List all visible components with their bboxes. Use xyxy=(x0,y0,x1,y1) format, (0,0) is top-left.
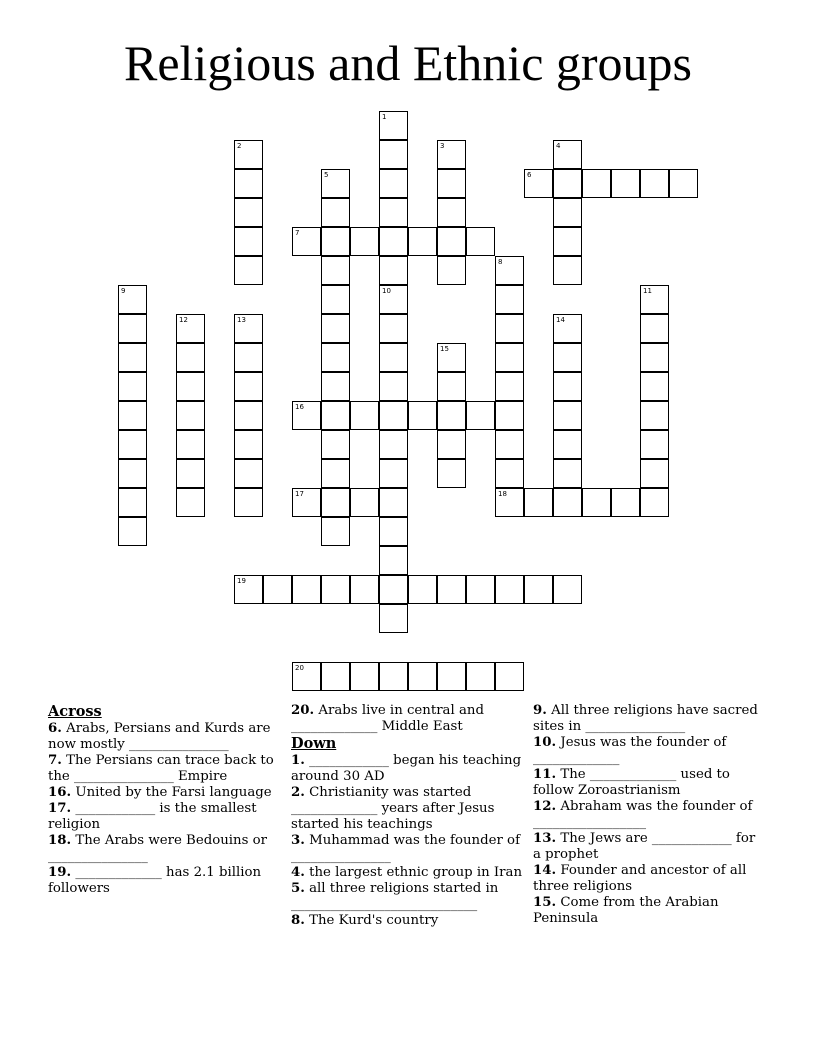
grid-cell[interactable] xyxy=(640,401,669,430)
grid-cell[interactable] xyxy=(176,401,205,430)
grid-cell[interactable] xyxy=(640,488,669,517)
grid-cell[interactable] xyxy=(321,285,350,314)
grid-cell[interactable] xyxy=(321,314,350,343)
clue-across-18: 18. The Arabs were Bedouins or _______________ xyxy=(48,833,268,864)
grid-cell[interactable] xyxy=(292,575,321,604)
grid-cell[interactable] xyxy=(437,662,466,691)
grid-cell[interactable] xyxy=(292,227,321,256)
grid-cell[interactable] xyxy=(553,256,582,285)
grid-cell[interactable] xyxy=(437,343,466,372)
clue-down-12: 12. Abraham was the founder of _________________ xyxy=(533,799,753,830)
grid-cell[interactable] xyxy=(437,227,466,256)
cell-number: 20 xyxy=(295,664,304,672)
grid-cell[interactable] xyxy=(321,401,350,430)
grid-cell[interactable] xyxy=(321,459,350,488)
grid-cell[interactable] xyxy=(408,401,437,430)
clues-column-3 xyxy=(533,703,765,927)
grid-cell[interactable] xyxy=(379,604,408,633)
grid-cell[interactable] xyxy=(524,575,553,604)
grid-cell[interactable] xyxy=(553,575,582,604)
clue-down-8: 8. The Kurd's country xyxy=(291,913,439,928)
grid-cell[interactable] xyxy=(379,401,408,430)
cell-number: 13 xyxy=(237,316,246,324)
grid-cell[interactable] xyxy=(176,488,205,517)
grid-cell[interactable] xyxy=(321,430,350,459)
grid-cell[interactable] xyxy=(640,169,669,198)
grid-cell[interactable] xyxy=(234,256,263,285)
cell-number: 8 xyxy=(498,258,503,266)
cell-number: 19 xyxy=(237,577,246,585)
clue-down-2: 2. Christianity was started _____________ years after Jesus started his teachings xyxy=(291,785,495,832)
grid-cell[interactable] xyxy=(234,488,263,517)
clue-down-3: 3. Muhammad was the founder of _______________ xyxy=(291,833,520,864)
cell-number: 2 xyxy=(237,142,242,150)
grid-cell[interactable] xyxy=(437,401,466,430)
grid-cell[interactable] xyxy=(640,343,669,372)
grid-cell[interactable] xyxy=(292,401,321,430)
grid-cell[interactable] xyxy=(495,372,524,401)
grid-cell[interactable] xyxy=(553,169,582,198)
grid-cell[interactable] xyxy=(466,401,495,430)
clue-across-16: 16. United by the Farsi language xyxy=(48,785,272,800)
grid-cell[interactable] xyxy=(321,343,350,372)
grid-cell[interactable] xyxy=(234,169,263,198)
grid-cell[interactable] xyxy=(292,488,321,517)
grid-cell[interactable] xyxy=(408,227,437,256)
grid-cell[interactable] xyxy=(611,169,640,198)
cell-number: 10 xyxy=(382,287,391,295)
grid-cell[interactable] xyxy=(321,372,350,401)
grid-cell[interactable] xyxy=(669,169,698,198)
grid-cell[interactable] xyxy=(495,459,524,488)
clue-down-4: 4. the largest ethnic group in Iran xyxy=(291,865,523,880)
grid-cell[interactable] xyxy=(379,256,408,285)
grid-cell[interactable] xyxy=(379,430,408,459)
cell-number: 6 xyxy=(527,171,532,179)
grid-cell[interactable] xyxy=(640,430,669,459)
grid-cell[interactable] xyxy=(437,430,466,459)
grid-cell[interactable] xyxy=(118,459,147,488)
clues-column-1 xyxy=(48,703,283,897)
grid-cell[interactable] xyxy=(321,169,350,198)
grid-cell[interactable] xyxy=(437,372,466,401)
grid-cell[interactable] xyxy=(553,140,582,169)
grid-cell[interactable] xyxy=(321,256,350,285)
grid-cell[interactable] xyxy=(495,575,524,604)
grid-cell[interactable] xyxy=(350,575,379,604)
grid-cell[interactable] xyxy=(234,459,263,488)
grid-cell[interactable] xyxy=(379,314,408,343)
grid-cell[interactable] xyxy=(350,401,379,430)
grid-cell[interactable] xyxy=(553,488,582,517)
grid-cell[interactable] xyxy=(118,517,147,546)
grid-cell[interactable] xyxy=(553,227,582,256)
clue-across-19: 19. _____________ has 2.1 billion followers xyxy=(48,865,262,896)
grid-cell[interactable] xyxy=(350,662,379,691)
grid-cell[interactable] xyxy=(118,372,147,401)
clue-down-11: 11. The _____________ used to follow Zoroastrianism xyxy=(533,767,730,798)
grid-cell[interactable] xyxy=(379,575,408,604)
grid-cell[interactable] xyxy=(379,140,408,169)
cell-number: 9 xyxy=(121,287,126,295)
grid-cell[interactable] xyxy=(379,546,408,575)
grid-cell[interactable] xyxy=(524,488,553,517)
grid-cell[interactable] xyxy=(495,256,524,285)
clue-across-7: 7. The Persians can trace back to the _______________ Empire xyxy=(48,753,274,784)
cell-number: 1 xyxy=(382,113,387,121)
grid-cell[interactable] xyxy=(495,314,524,343)
grid-cell[interactable] xyxy=(379,169,408,198)
grid-cell[interactable] xyxy=(234,343,263,372)
grid-cell[interactable] xyxy=(321,198,350,227)
cell-number: 18 xyxy=(498,490,507,498)
grid-cell[interactable] xyxy=(379,662,408,691)
grid-cell[interactable] xyxy=(640,285,669,314)
grid-cell[interactable] xyxy=(408,575,437,604)
grid-cell[interactable] xyxy=(379,111,408,140)
grid-cell[interactable] xyxy=(176,343,205,372)
grid-cell[interactable] xyxy=(553,459,582,488)
grid-cell[interactable] xyxy=(176,314,205,343)
grid-cell[interactable] xyxy=(118,401,147,430)
grid-cell[interactable] xyxy=(379,459,408,488)
grid-cell[interactable] xyxy=(118,488,147,517)
grid-cell[interactable] xyxy=(118,343,147,372)
grid-cell[interactable] xyxy=(466,575,495,604)
down-heading: Down xyxy=(291,735,337,752)
cell-number: 3 xyxy=(440,142,445,150)
clue-across-20: 20. Arabs live in central and _____________ Middle East xyxy=(291,703,484,734)
grid-cell[interactable] xyxy=(263,575,292,604)
grid-cell[interactable] xyxy=(379,198,408,227)
grid-cell[interactable] xyxy=(437,198,466,227)
grid-cell[interactable] xyxy=(495,285,524,314)
grid-cell[interactable] xyxy=(234,314,263,343)
clues-column-2 xyxy=(291,703,526,929)
grid-cell[interactable] xyxy=(379,227,408,256)
grid-cell[interactable] xyxy=(321,517,350,546)
grid-cell[interactable] xyxy=(118,314,147,343)
grid-cell[interactable] xyxy=(553,314,582,343)
clue-down-9: 9. All three religions have sacred sites in _______________ xyxy=(533,703,758,734)
grid-cell[interactable] xyxy=(234,401,263,430)
cell-number: 5 xyxy=(324,171,329,179)
grid-cell[interactable] xyxy=(553,401,582,430)
grid-cell[interactable] xyxy=(437,459,466,488)
grid-cell[interactable] xyxy=(495,430,524,459)
cell-number: 17 xyxy=(295,490,304,498)
grid-cell[interactable] xyxy=(379,488,408,517)
grid-cell[interactable] xyxy=(234,227,263,256)
cell-number: 12 xyxy=(179,316,188,324)
grid-cell[interactable] xyxy=(437,256,466,285)
clue-down-14: 14. Founder and ancestor of all three religions xyxy=(533,863,747,894)
grid-cell[interactable] xyxy=(379,343,408,372)
grid-cell[interactable] xyxy=(495,401,524,430)
grid-cell[interactable] xyxy=(582,488,611,517)
grid-cell[interactable] xyxy=(495,488,524,517)
clue-down-1: 1. ____________ began his teaching around 30 AD xyxy=(291,753,522,784)
cell-number: 11 xyxy=(643,287,652,295)
grid-cell[interactable] xyxy=(466,227,495,256)
grid-cell[interactable] xyxy=(321,575,350,604)
grid-cell[interactable] xyxy=(379,285,408,314)
clue-across-17: 17. ____________ is the smallest religion xyxy=(48,801,257,832)
puzzle-title: Religious and Ethnic groups xyxy=(124,35,692,91)
grid-cell[interactable] xyxy=(292,662,321,691)
clue-across-6: 6. Arabs, Persians and Kurds are now mostly _______________ xyxy=(48,721,271,752)
across-heading: Across xyxy=(48,703,102,720)
cell-number: 4 xyxy=(556,142,561,150)
grid-cell[interactable] xyxy=(640,459,669,488)
grid-cell[interactable] xyxy=(466,662,495,691)
grid-cell[interactable] xyxy=(437,169,466,198)
grid-cell[interactable] xyxy=(553,430,582,459)
grid-cell[interactable] xyxy=(495,343,524,372)
grid-cell[interactable] xyxy=(176,459,205,488)
clue-down-13: 13. The Jews are ____________ for a prophet xyxy=(533,831,756,862)
cell-number: 14 xyxy=(556,316,565,324)
grid-cell[interactable] xyxy=(553,372,582,401)
grid-cell[interactable] xyxy=(176,430,205,459)
grid-cell[interactable] xyxy=(640,314,669,343)
grid-cell[interactable] xyxy=(582,169,611,198)
grid-cell[interactable] xyxy=(118,430,147,459)
grid-cell[interactable] xyxy=(118,285,147,314)
grid-cell[interactable] xyxy=(611,488,640,517)
grid-cell[interactable] xyxy=(408,662,437,691)
grid-cell[interactable] xyxy=(321,227,350,256)
grid-cell[interactable] xyxy=(234,430,263,459)
grid-cell[interactable] xyxy=(640,372,669,401)
grid-cell[interactable] xyxy=(321,662,350,691)
grid-cell[interactable] xyxy=(234,198,263,227)
grid-cell[interactable] xyxy=(379,372,408,401)
cell-number: 15 xyxy=(440,345,449,353)
grid-cell[interactable] xyxy=(379,517,408,546)
clue-down-5: 5. all three religions started in ____________________________ xyxy=(291,881,499,912)
grid-cell[interactable] xyxy=(437,140,466,169)
grid-cell[interactable] xyxy=(350,488,379,517)
grid-cell[interactable] xyxy=(234,575,263,604)
grid-cell[interactable] xyxy=(437,575,466,604)
grid-cell[interactable] xyxy=(553,343,582,372)
grid-cell[interactable] xyxy=(495,662,524,691)
cell-number: 7 xyxy=(295,229,300,237)
grid-cell[interactable] xyxy=(321,488,350,517)
grid-cell[interactable] xyxy=(350,227,379,256)
grid-cell[interactable] xyxy=(234,372,263,401)
grid-cell[interactable] xyxy=(234,140,263,169)
clue-down-15: 15. Come from the Arabian Peninsula xyxy=(533,895,719,926)
clue-down-10: 10. Jesus was the founder of _____________ xyxy=(533,735,727,766)
grid-cell[interactable] xyxy=(524,169,553,198)
grid-cell[interactable] xyxy=(553,198,582,227)
cell-number: 16 xyxy=(295,403,304,411)
grid-cell[interactable] xyxy=(176,372,205,401)
